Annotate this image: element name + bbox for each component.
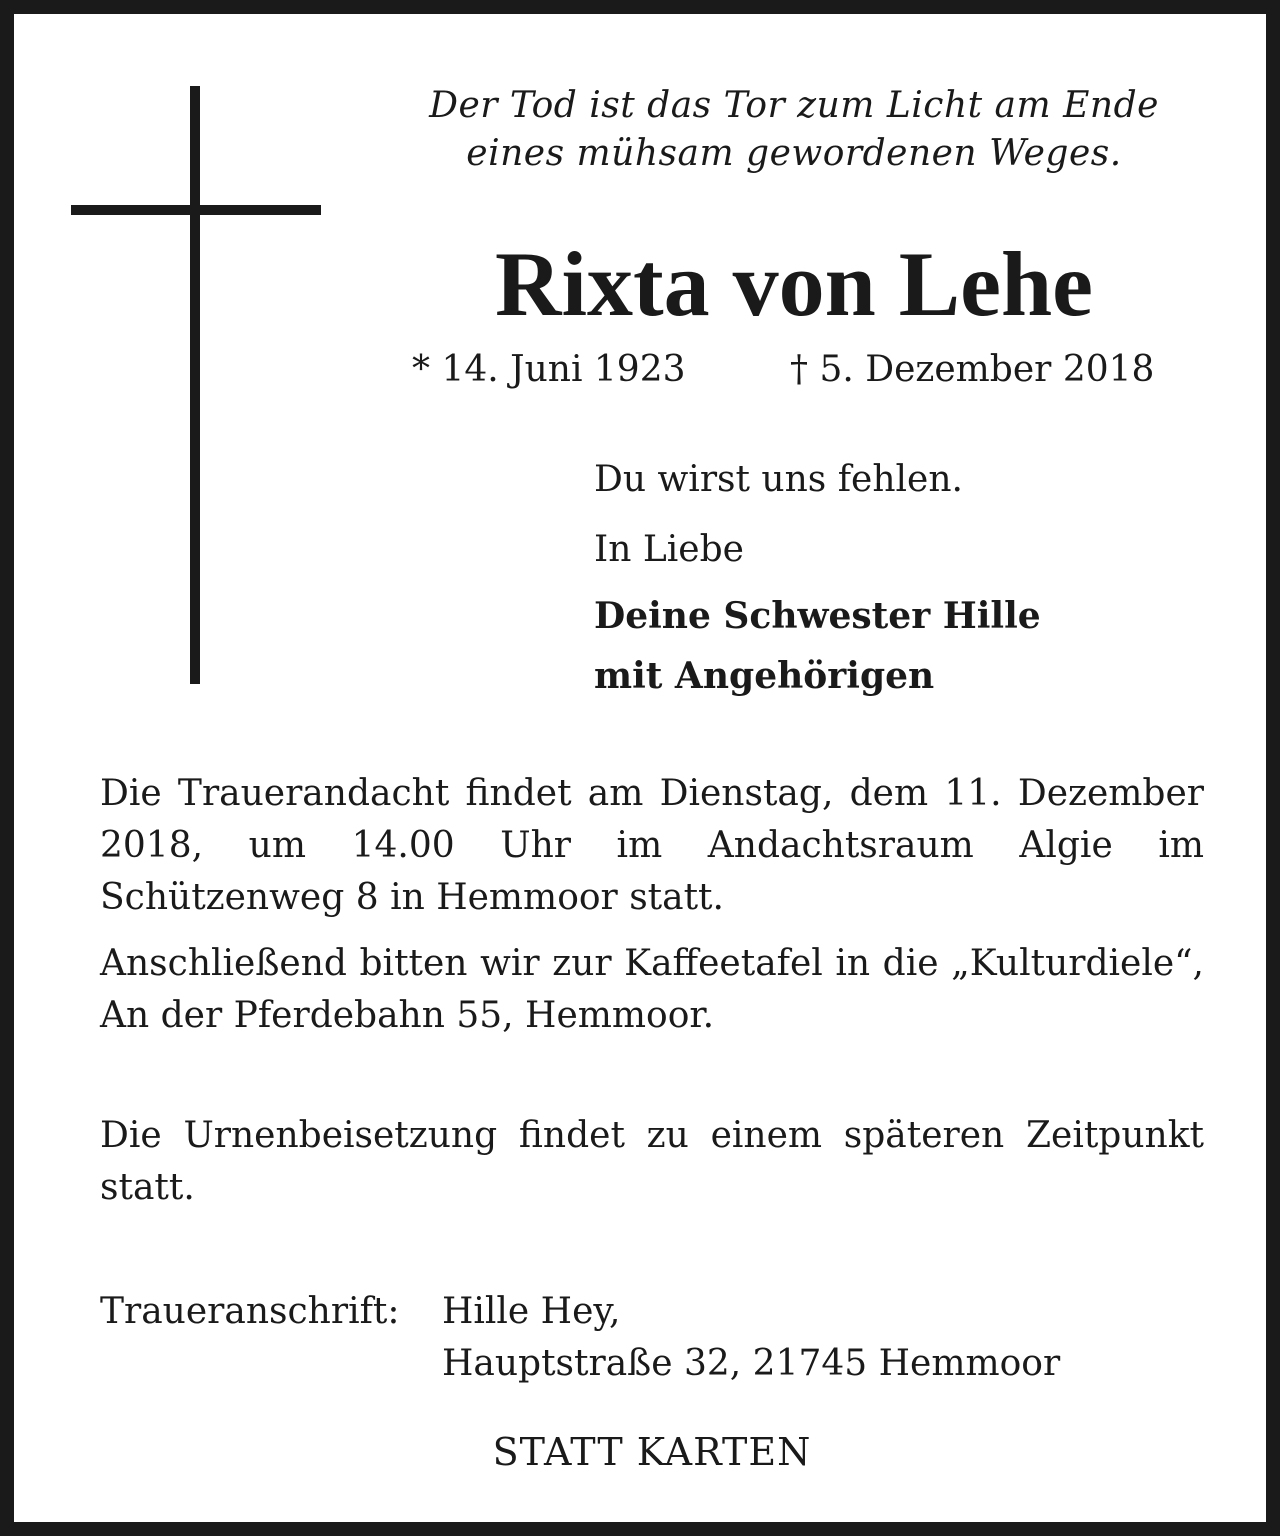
footer-note: [14, 1426, 1280, 1478]
farewell-text: Du wirst uns fehlen.: [594, 459, 963, 500]
cross-icon-bar: [71, 205, 321, 215]
reception-paragraph: Anschließend bitten wir zur Kaffeetafel in die „Kulturdiele“, An der Pferdebahn 55, Hemmoor.: [100, 943, 1204, 1036]
motto: [374, 82, 1214, 178]
deceased-name: Rixta von Lehe: [495, 233, 1093, 335]
mourning-address: [442, 1286, 1060, 1390]
motto-line-1: Der Tod ist das Tor zum Licht am Ende: [429, 85, 1159, 126]
service-paragraph: Die Trauerandacht findet am Dienstag, dem 11. Dezember 2018, um 14.00 Uhr im Andachtsraum Algie im Schützenweg 8 in Hemmoor statt.: [100, 773, 1204, 918]
address-line-1: Hille Hey,: [442, 1291, 621, 1332]
signer-line-1: Deine Schwester Hille: [594, 595, 1041, 637]
footer-text: STATT KARTEN: [492, 1430, 812, 1474]
birth-date: * 14. Juni 1923: [412, 349, 686, 390]
address-line-2: Hauptstraße 32, 21745 Hemmoor: [442, 1343, 1061, 1384]
closing-text: In Liebe: [594, 529, 744, 570]
cross-icon: [190, 86, 200, 684]
motto-line-2: eines mühsam gewordenen Weges.: [466, 133, 1122, 174]
signers: [594, 586, 1041, 706]
burial-paragraph: Die Urnenbeisetzung findet zu einem späteren Zeitpunkt statt.: [100, 1115, 1204, 1208]
address-label: Traueranschrift:: [100, 1291, 400, 1332]
signer-line-2: mit Angehörigen: [594, 655, 935, 697]
death-date: † 5. Dezember 2018: [790, 349, 1155, 390]
